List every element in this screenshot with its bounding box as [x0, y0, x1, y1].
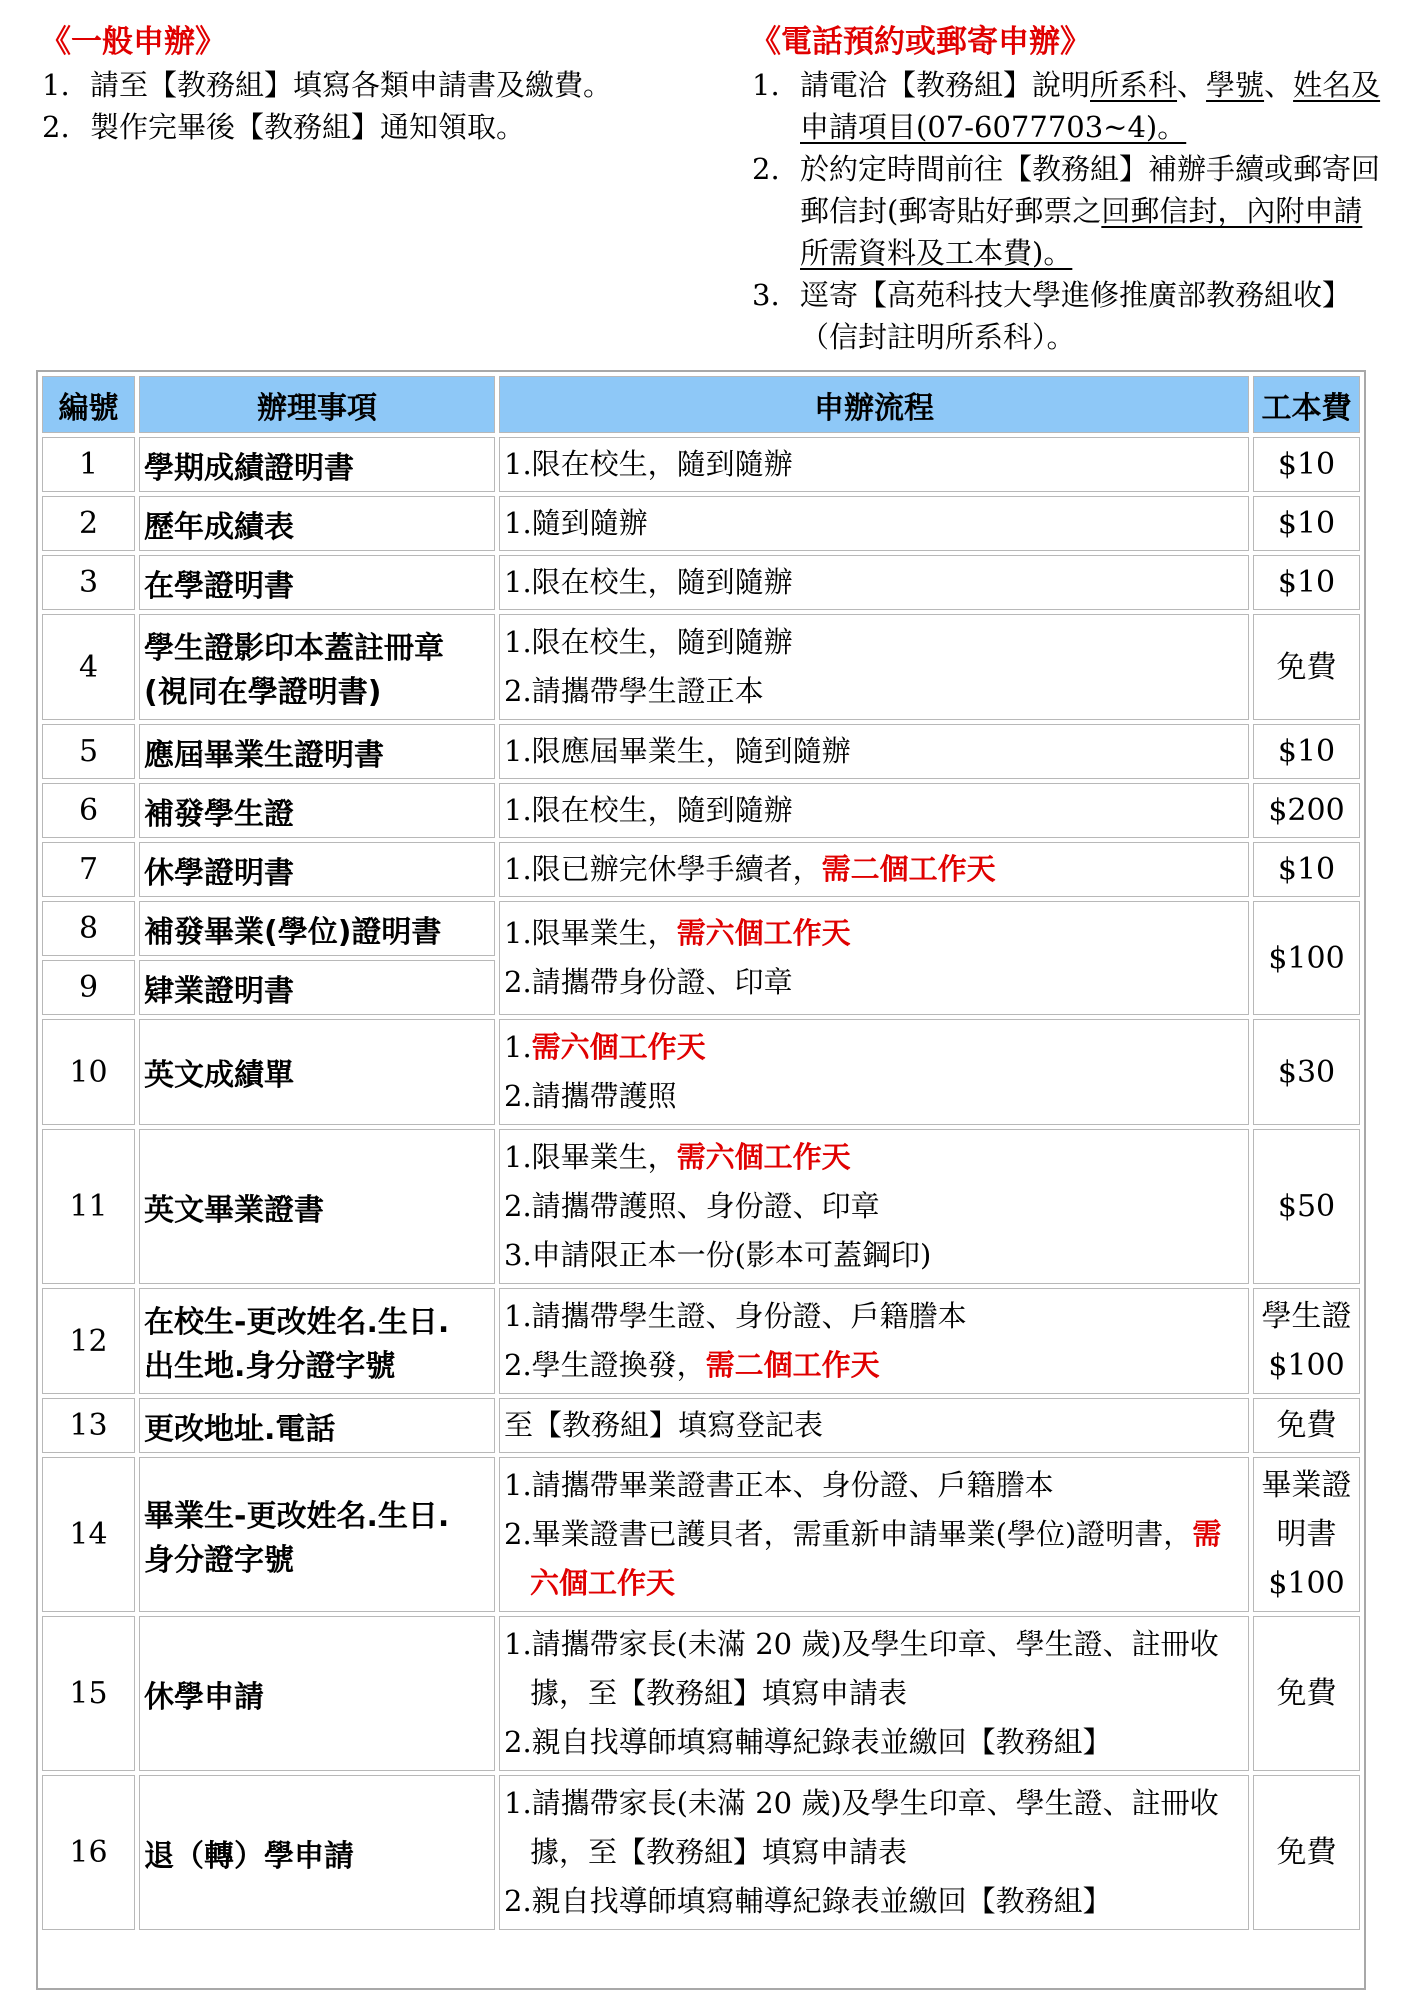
- table-cell-item: 休學證明書: [139, 842, 495, 897]
- table-cell-fee: $10: [1253, 555, 1360, 610]
- table-cell-fee: 免費: [1253, 1616, 1360, 1771]
- general-application: [38, 22, 658, 148]
- table-cell-proc: 1.限畢業生，需六個工作天 2.請攜帶身份證、印章: [499, 901, 1249, 1015]
- table-cell-no: 9: [42, 960, 135, 1015]
- table-cell-no: 1: [42, 437, 135, 492]
- table-cell-fee: $50: [1253, 1129, 1360, 1284]
- table-cell-proc: 1.限應屆畢業生，隨到隨辦: [499, 724, 1249, 779]
- table-cell-item: 更改地址.電話: [139, 1398, 495, 1453]
- general-title: 《一般申辦》: [40, 24, 226, 60]
- list-item: 1. 請至【教務組】填寫各類申請書及繳費。: [42, 68, 613, 102]
- table-row: [42, 437, 1360, 492]
- table-cell-item: 應屆畢業生證明書: [139, 724, 495, 779]
- table-cell-fee: $10: [1253, 842, 1360, 897]
- general-steps: [38, 64, 658, 148]
- services-table-grid: [38, 372, 1364, 1934]
- table-cell-item: 學生證影印本蓋註冊章 (視同在學證明書): [139, 614, 495, 720]
- table-cell-item: 在校生-更改姓名.生日. 出生地.身分證字號: [139, 1288, 495, 1394]
- table-row: [42, 901, 1360, 956]
- table-cell-no: 5: [42, 724, 135, 779]
- table-row: [42, 1457, 1360, 1612]
- table-cell-item: 學期成績證明書: [139, 437, 495, 492]
- table-cell-proc: 1.限畢業生，需六個工作天 2.請攜帶護照、身份證、印章 3.申請限正本一份(影本可蓋鋼印): [499, 1129, 1249, 1284]
- table-cell-no: 4: [42, 614, 135, 720]
- table-row: [42, 783, 1360, 838]
- table-cell-fee: 畢業證 明書 $100: [1253, 1457, 1360, 1612]
- header-fee: 工本費: [1253, 376, 1360, 433]
- table-cell-proc: 1.限已辦完休學手續者，需二個工作天: [499, 842, 1249, 897]
- table-cell-fee: $10: [1253, 724, 1360, 779]
- table-cell-no: 15: [42, 1616, 135, 1771]
- table-cell-no: 8: [42, 901, 135, 956]
- table-cell-no: 6: [42, 783, 135, 838]
- header-process: 申辦流程: [499, 376, 1249, 433]
- table-cell-proc: 1.請攜帶家長(未滿 20 歲)及學生印章、學生證、註冊收據，至【教務組】填寫申請表 2.親自找導師填寫輔導紀錄表並繳回【教務組】: [499, 1775, 1249, 1930]
- table-cell-fee: 學生證 $100: [1253, 1288, 1360, 1394]
- table-cell-fee: $100: [1253, 901, 1360, 1015]
- table-header-row: [42, 376, 1360, 433]
- table-cell-item: 肄業證明書: [139, 960, 495, 1015]
- services-table: [36, 370, 1366, 1990]
- table-cell-item: 英文畢業證書: [139, 1129, 495, 1284]
- table-row: [42, 614, 1360, 720]
- table-cell-proc: 1.限在校生，隨到隨辦: [499, 783, 1249, 838]
- table-cell-item: 歷年成績表: [139, 496, 495, 551]
- table-row: [42, 842, 1360, 897]
- table-row: [42, 1398, 1360, 1453]
- table-cell-proc: 1.需六個工作天 2.請攜帶護照: [499, 1019, 1249, 1125]
- list-item: 2. 於約定時間前往【教務組】補辦手續或郵寄回郵信封(郵寄貼好郵票之回郵信封，內附申請所需資料及工本費)。: [752, 152, 1381, 270]
- table-row: [42, 555, 1360, 610]
- table-row: [42, 1616, 1360, 1771]
- table-row: [42, 1288, 1360, 1394]
- header-no: 編號: [42, 376, 135, 433]
- table-cell-fee: $10: [1253, 437, 1360, 492]
- header-item: 辦理事項: [139, 376, 495, 433]
- remote-application: [748, 22, 1388, 358]
- table-cell-fee: 免費: [1253, 1775, 1360, 1930]
- table-cell-fee: $200: [1253, 783, 1360, 838]
- table-cell-no: 11: [42, 1129, 135, 1284]
- table-row: [42, 724, 1360, 779]
- remote-title: 《電話預約或郵寄申辦》: [750, 24, 1091, 60]
- list-item: 3. 逕寄【高苑科技大學進修推廣部教務組收】（信封註明所系科）。: [752, 278, 1352, 354]
- table-row: [42, 496, 1360, 551]
- table-row: [42, 1129, 1360, 1284]
- table-cell-proc: 1.限在校生，隨到隨辦: [499, 555, 1249, 610]
- table-row: [42, 1019, 1360, 1125]
- table-cell-no: 12: [42, 1288, 135, 1394]
- table-cell-proc: 1.限在校生，隨到隨辦 2.請攜帶學生證正本: [499, 614, 1249, 720]
- table-cell-fee: 免費: [1253, 614, 1360, 720]
- table-cell-item: 英文成績單: [139, 1019, 495, 1125]
- instructions-section: [38, 22, 1381, 367]
- table-cell-proc: 至【教務組】填寫登記表: [499, 1398, 1249, 1453]
- table-cell-item: 在學證明書: [139, 555, 495, 610]
- table-cell-fee: $10: [1253, 496, 1360, 551]
- table-cell-no: 3: [42, 555, 135, 610]
- list-item: 1. 請電洽【教務組】說明所系科、學號、姓名及申請項目(07-6077703~4)。: [752, 68, 1381, 144]
- table-cell-no: 7: [42, 842, 135, 897]
- table-cell-proc: 1.請攜帶畢業證書正本、身份證、戶籍謄本 2.畢業證書已護貝者，需重新申請畢業(學位)證明書，需六個工作天: [499, 1457, 1249, 1612]
- table-cell-fee: 免費: [1253, 1398, 1360, 1453]
- table-cell-proc: 1.隨到隨辦: [499, 496, 1249, 551]
- remote-steps: [748, 64, 1388, 358]
- table-cell-item: 補發學生證: [139, 783, 495, 838]
- table-cell-proc: 1.限在校生，隨到隨辦: [499, 437, 1249, 492]
- table-cell-item: 休學申請: [139, 1616, 495, 1771]
- table-cell-no: 14: [42, 1457, 135, 1612]
- list-item: 2. 製作完畢後【教務組】通知領取。: [42, 110, 526, 144]
- table-cell-fee: $30: [1253, 1019, 1360, 1125]
- table-cell-proc: 1.請攜帶家長(未滿 20 歲)及學生印章、學生證、註冊收據，至【教務組】填寫申請表 2.親自找導師填寫輔導紀錄表並繳回【教務組】: [499, 1616, 1249, 1771]
- table-cell-no: 13: [42, 1398, 135, 1453]
- table-cell-item: 退（轉）學申請: [139, 1775, 495, 1930]
- table-cell-no: 10: [42, 1019, 135, 1125]
- table-row: [42, 1775, 1360, 1930]
- table-cell-item: 畢業生-更改姓名.生日. 身分證字號: [139, 1457, 495, 1612]
- table-cell-proc: 1.請攜帶學生證、身份證、戶籍謄本 2.學生證換發，需二個工作天: [499, 1288, 1249, 1394]
- table-cell-no: 2: [42, 496, 135, 551]
- table-cell-item: 補發畢業(學位)證明書: [139, 901, 495, 956]
- table-cell-no: 16: [42, 1775, 135, 1930]
